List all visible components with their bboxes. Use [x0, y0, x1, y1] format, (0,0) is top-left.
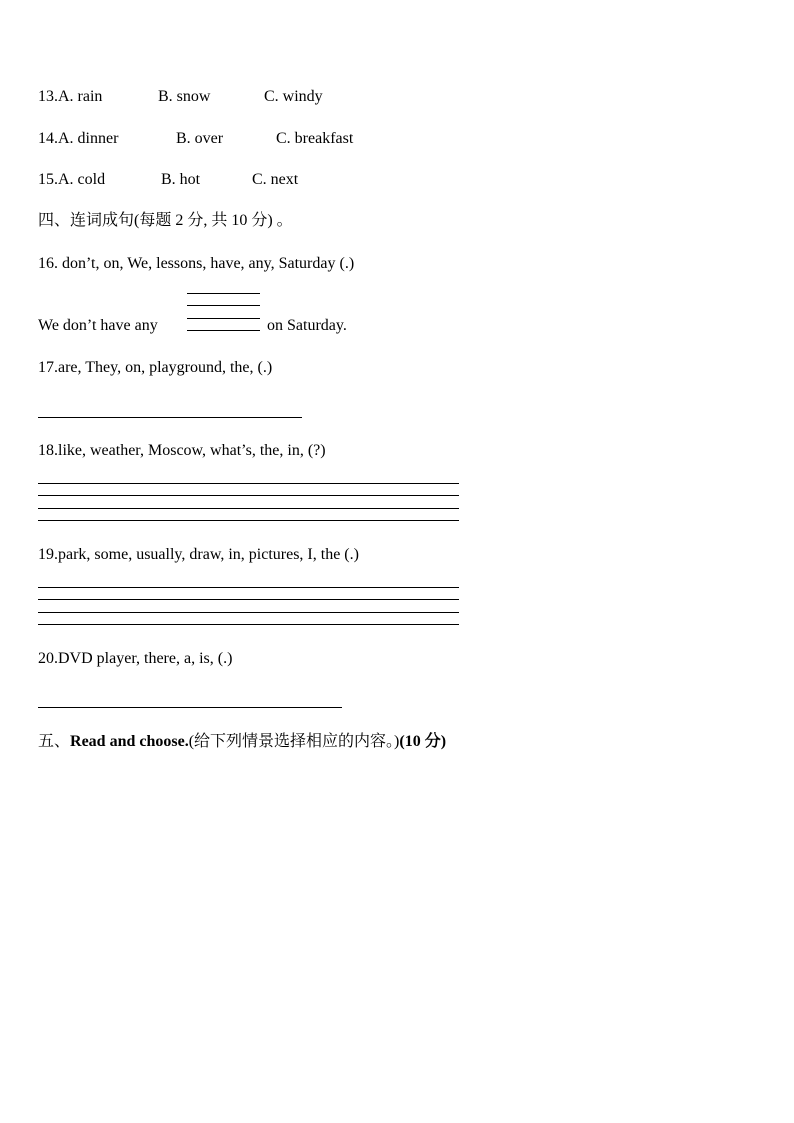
q16-answer-rule-2: [187, 305, 260, 306]
q19-prompt: 19.park, some, usually, draw, in, pictures, I, the (.): [38, 546, 359, 563]
q19-answer-line-1[interactable]: [38, 587, 459, 588]
section-5-prefix: 五、: [38, 733, 71, 750]
q16-answer-before: We don’t have any: [38, 317, 158, 334]
q19-answer-line-3[interactable]: [38, 612, 459, 613]
q19-answer-line-2[interactable]: [38, 599, 459, 600]
q15-option-a: 15.A. cold: [38, 171, 106, 188]
q16-answer-after: on Saturday.: [267, 317, 347, 334]
q16-answer-rule-1: [187, 293, 260, 294]
q14-option-b: B. over: [176, 130, 224, 147]
q13-option-c: C. windy: [264, 88, 323, 105]
q17-answer-line[interactable]: [38, 417, 302, 418]
q16-answer-rule-3: [187, 318, 260, 319]
q14-option-c: C. breakfast: [276, 130, 354, 147]
q14-option-a: 14.A. dinner: [38, 130, 119, 147]
q18-answer-line-2[interactable]: [38, 495, 459, 496]
section-5-score: (10 分): [399, 733, 447, 750]
section-5-title-en: Read and choose.: [70, 733, 189, 750]
q19-answer-line-4[interactable]: [38, 624, 459, 625]
q13-option-b: B. snow: [158, 88, 211, 105]
section-5-title-cn: (给下列情景选择相应的内容。): [188, 733, 400, 750]
q16-answer-rule-4: [187, 330, 260, 331]
q18-answer-line-3[interactable]: [38, 508, 459, 509]
section-4-heading: 四、连词成句(每题 2 分, 共 10 分) 。: [38, 212, 293, 229]
q18-prompt: 18.like, weather, Moscow, what’s, the, in, (?): [38, 442, 326, 459]
section-5-heading: [38, 732, 446, 752]
q17-prompt: 17.are, They, on, playground, the, (.): [38, 359, 273, 376]
q15-option-b: B. hot: [161, 171, 201, 188]
q18-answer-line-4[interactable]: [38, 520, 459, 521]
q16-prompt: 16. don’t, on, We, lessons, have, any, Saturday (.): [38, 255, 355, 272]
q18-answer-line-1[interactable]: [38, 483, 459, 484]
q13-option-a: 13.A. rain: [38, 88, 103, 105]
q20-answer-line[interactable]: [38, 707, 342, 708]
q20-prompt: 20.DVD player, there, a, is, (.): [38, 650, 233, 667]
q15-option-c: C. next: [252, 171, 299, 188]
